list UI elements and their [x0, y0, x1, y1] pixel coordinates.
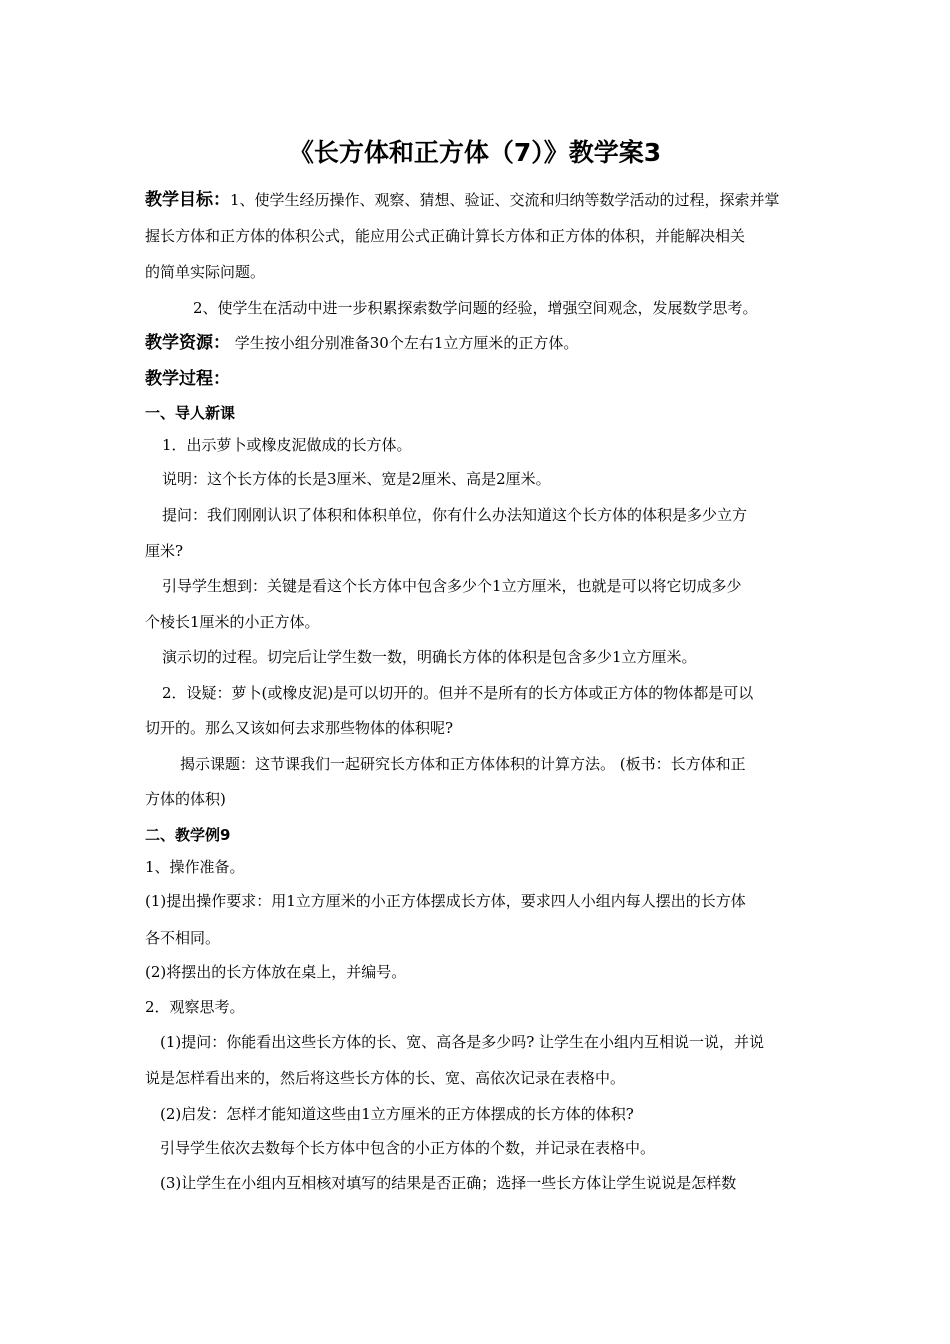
- section-2-line-4: (2)将摆出的长方体放在桌上，并编号。: [145, 963, 407, 981]
- section-2-line-7: 说是怎样看出来的，然后将这些长方体的长、宽、高依次记录在表格中。: [145, 1069, 626, 1087]
- section-2-heading: 二、教学例9: [145, 826, 231, 844]
- goal-line-1: [145, 190, 780, 210]
- section-1-line-1: 1．出示萝卜或橡皮泥做成的长方体。: [162, 436, 412, 454]
- section-1-line-3: 提问：我们刚刚认识了体积和体积单位，你有什么办法知道这个长方体的体积是多少立方: [162, 506, 748, 524]
- goal-line-3: 的简单实际问题。: [145, 263, 266, 281]
- section-1-line-11: 方体的体积): [145, 790, 226, 808]
- section-1-line-10: 揭示课题：这节课我们一起研究长方体和正方体体积的计算方法。 (板书：长方体和正: [180, 755, 746, 773]
- goal-text-1: 1、使学生经历操作、观察、猜想、验证、交流和归纳等数学活动的过程，探索并掌: [230, 191, 780, 209]
- goal-line-2: 握长方体和正方体的体积公式，能应用公式正确计算长方体和正方体的体积，并能解决相关: [145, 227, 746, 245]
- document-title: 《长方体和正方体（7）》教学案3: [288, 138, 662, 167]
- section-1-line-4: 厘米?: [145, 542, 184, 560]
- section-1-line-8: 2．设疑：萝卜(或橡皮泥)是可以切开的。但并不是所有的长方体或正方体的物体都是可以: [162, 684, 754, 702]
- section-1-line-5: 引导学生想到：关键是看这个长方体中包含多少个1立方厘米，也就是可以将它切成多少: [162, 577, 742, 595]
- section-2-line-1: 1、操作准备。: [145, 858, 245, 876]
- section-2-line-6: (1)提问：你能看出这些长方体的长、宽、高各是多少吗? 让学生在小组内互相说一说，并说: [160, 1033, 765, 1051]
- section-1-line-9: 切开的。那么又该如何去求那些物体的体积呢?: [145, 719, 454, 737]
- section-2-line-5: 2．观察思考。: [145, 998, 245, 1016]
- goal-label: 教学目标：: [145, 190, 230, 210]
- resource-label: 教学资源：: [145, 333, 230, 353]
- section-1-line-6: 个棱长1厘米的小正方体。: [145, 613, 320, 631]
- section-1-line-7: 演示切的过程。切完后让学生数一数，明确长方体的体积是包含多少1立方厘米。: [162, 648, 697, 666]
- goal-line-4: 2、使学生在活动中进一步积累探索数学问题的经验，增强空间观念，发展数学思考。: [193, 299, 758, 317]
- resource-line: [145, 333, 578, 353]
- section-2-line-10: (3)让学生在小组内互相核对填写的结果是否正确；选择一些长方体让学生说说是怎样数: [160, 1174, 737, 1192]
- section-1-line-2: 说明：这个长方体的长是3厘米、宽是2厘米、高是2厘米。: [162, 470, 551, 488]
- section-2-line-8: (2)启发：怎样才能知道这些由1立方厘米的正方体摆成的长方体的体积?: [160, 1105, 634, 1123]
- section-2-line-3: 各不相同。: [145, 929, 221, 947]
- process-label: 教学过程：: [145, 369, 230, 389]
- resource-text: 学生按小组分别准备30个左右1立方厘米的正方体。: [230, 334, 579, 352]
- section-2-line-2: (1)提出操作要求：用1立方厘米的小正方体摆成长方体，要求四人小组内每人摆出的长方体: [145, 892, 746, 910]
- section-1-heading: 一、导人新课: [145, 404, 236, 422]
- section-2-line-9: 引导学生依次去数每个长方体中包含的小正方体的个数，并记录在表格中。: [160, 1139, 656, 1157]
